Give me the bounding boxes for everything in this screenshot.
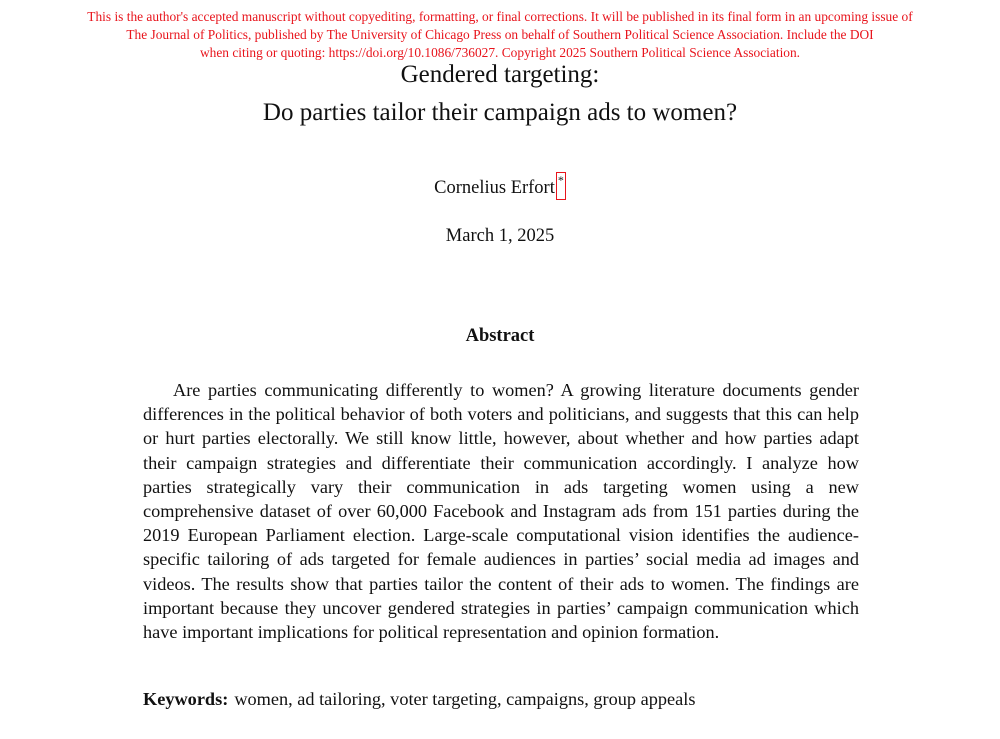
author-name: Cornelius Erfort — [434, 178, 555, 198]
copyright-notice — [0, 8, 1000, 62]
author-block — [0, 173, 1000, 200]
author-footnote-link[interactable]: * — [556, 172, 566, 200]
keywords-label: Keywords: — [143, 689, 229, 709]
notice-line-3: when citing or quoting: https://doi.org/10.1086/736027. Copyright 2025 Southern Political Science Association. — [199, 45, 801, 60]
keywords-line — [143, 687, 859, 711]
notice-line-1: This is the author's accepted manuscript without copyediting, formatting, or final corrections. It will be published in its final form in an upcoming issue of — [87, 9, 913, 24]
paper-title — [0, 56, 1000, 132]
abstract-heading: Abstract — [465, 326, 535, 346]
abstract-body: Are parties communicating differently to women? A growing literature documents gender differences in the political behavior of both voters and politicians, and suggests that this can help or hurt parties electorally. We still know little, however, about whether and how parties adapt their campaign strategies and differentiate their communication accordingly. I analyze how parties strategically vary their communication in ads targeting women using a new comprehensive dataset of over 60,000 Facebook and Instagram ads from 151 parties during the 2019 European Parliament election. Large-scale computational vision identifies the audience-specific tailoring of ads targeted for female audiences in parties’ social media ad images and videos. The results show that parties tailor the content of their ads to women. The findings are important because they uncover gendered strategies in parties’ campaign communication which have important implications for political representation and opinion formation. — [143, 380, 859, 643]
publication-date: March 1, 2025 — [445, 226, 555, 246]
keywords-values: women, ad tailoring, voter targeting, campaigns, group appeals — [234, 689, 696, 709]
title-line-1: Gendered targeting: — [400, 61, 600, 88]
title-line-2: Do parties tailor their campaign ads to women? — [262, 99, 738, 126]
notice-line-2: The Journal of Politics, published by The University of Chicago Press on behalf of Southern Political Science Association. Include the DOI — [126, 27, 874, 42]
